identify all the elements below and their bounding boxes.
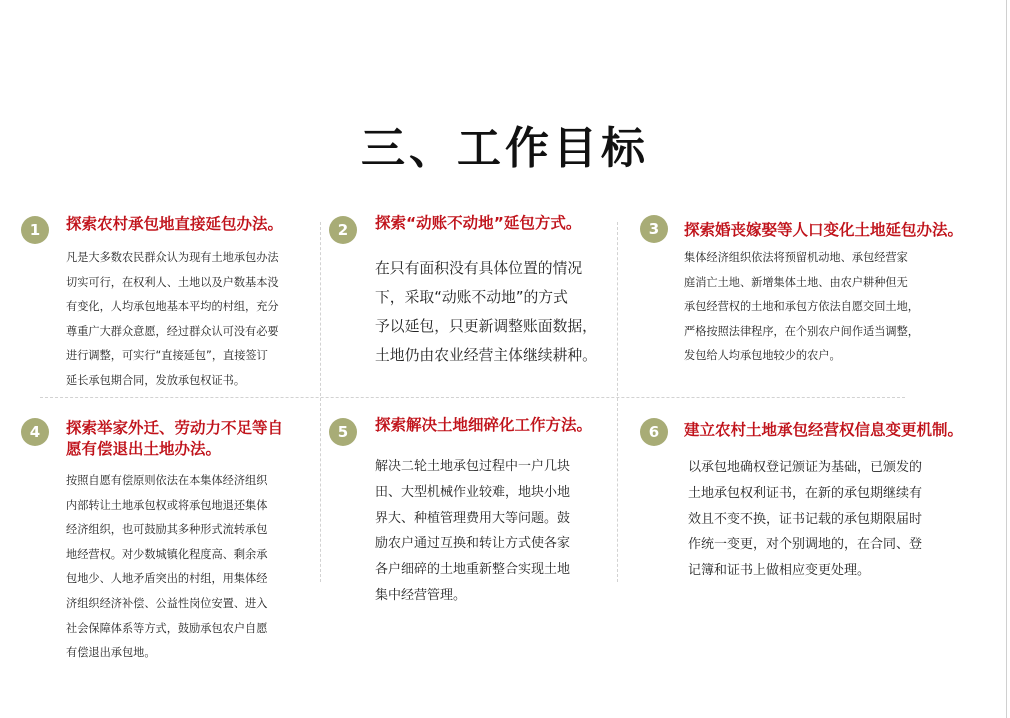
number-badge: 5 <box>329 418 357 446</box>
body-line: 解决二轮土地承包过程中一户几块 <box>375 459 571 474</box>
body-line: 有偿退出承包地。 <box>66 646 156 660</box>
body-line: 各户细碎的土地重新整合实现土地 <box>375 562 571 578</box>
body-line: 按照自愿有偿原则依法在本集体经济组织 <box>66 474 268 487</box>
body-line: 效且不变不换，证书记载的承包期限届时 <box>688 511 923 527</box>
item-title <box>66 418 283 460</box>
body-line: 集中经营管理。 <box>375 587 467 603</box>
body-line: 包地少、人地矛盾突出的村组，用集体经 <box>66 572 268 586</box>
item-body <box>375 454 570 609</box>
page-title: 三、工作目标 <box>361 123 649 174</box>
body-line: 集体经济组织依法将预留机动地、承包经营家 <box>684 251 908 264</box>
item-body <box>66 469 267 666</box>
item-title: 探索婚丧嫁娶等人口变化土地延包办法。 <box>684 221 964 239</box>
body-line: 地经营权。对少数城镇化程度高、剩余承 <box>66 547 268 561</box>
body-line: 内部转让土地承包权或将承包地退还集体 <box>66 498 268 512</box>
body-line: 在只有面积没有具体位置的情况 <box>375 260 583 277</box>
row-divider <box>40 397 905 398</box>
item-title-line: 愿有偿退出土地办法。 <box>66 440 222 458</box>
item-body <box>375 254 597 370</box>
body-line: 土地承包权利证书，在新的承包期继续有 <box>688 485 923 501</box>
item-title: 建立农村土地承包经营权信息变更机制。 <box>684 421 964 439</box>
body-line: 有变化，人均承包地基本平均的村组，充分 <box>66 300 279 314</box>
item-body <box>684 246 919 369</box>
item-body <box>66 246 279 394</box>
page-edge-divider <box>1006 0 1007 718</box>
body-line: 予以延包，只更新调整账面数据， <box>375 318 597 335</box>
number-badge: 6 <box>640 418 668 446</box>
column-divider <box>320 222 321 582</box>
item-body <box>688 455 922 584</box>
body-line: 界大、种植管理费用大等问题。鼓 <box>375 510 571 526</box>
column-divider <box>617 222 618 582</box>
number-badge: 1 <box>21 216 49 244</box>
body-line: 土地仍由农业经营主体继续耕种。 <box>375 347 597 364</box>
number-badge: 4 <box>21 418 49 446</box>
body-line: 以承包地确权登记颁证为基础，已颁发的 <box>688 460 923 475</box>
body-line: 经济组织，也可鼓励其多种形式流转承包 <box>66 523 268 537</box>
body-line: 承包经营权的土地和承包方依法自愿交回土地， <box>684 300 919 314</box>
number-badge: 2 <box>329 216 357 244</box>
item-title-line: 探索举家外迁、劳动力不足等自 <box>66 419 284 437</box>
body-line: 励农户通过互换和转让方式使各家 <box>375 536 571 552</box>
body-line: 进行调整，可实行“直接延包”，直接签订 <box>66 349 268 363</box>
body-line: 社会保障体系等方式，鼓励承包农户自愿 <box>66 621 268 635</box>
body-line: 下，采取“动账不动地”的方式 <box>375 289 568 306</box>
body-line: 严格按照法律程序，在个别农户间作适当调整， <box>684 324 919 338</box>
body-line: 切实可行，在权利人、土地以及户数基本没 <box>66 275 279 289</box>
item-title: 探索“动账不动地”延包方式。 <box>375 214 582 232</box>
item-title: 探索农村承包地直接延包办法。 <box>66 215 284 233</box>
body-line: 庭消亡土地、新增集体土地、由农户耕种但无 <box>684 275 908 289</box>
item-title: 探索解决土地细碎化工作方法。 <box>375 416 593 434</box>
body-line: 发包给人均承包地较少的农户。 <box>684 349 841 363</box>
body-line: 济组织经济补偿、公益性岗位安置、进入 <box>66 596 268 610</box>
body-line: 凡是大多数农民群众认为现有土地承包办法 <box>66 251 279 264</box>
body-line: 尊重广大群众意愿，经过群众认可没有必要 <box>66 324 279 338</box>
body-line: 田、大型机械作业较难，地块小地 <box>375 484 571 500</box>
body-line: 作统一变更，对个别调地的，在合同、登 <box>688 537 923 553</box>
body-line: 延长承包期合同，发放承包权证书。 <box>66 373 246 387</box>
body-line: 记簿和证书上做相应变更处理。 <box>688 563 871 579</box>
number-badge: 3 <box>640 215 668 243</box>
